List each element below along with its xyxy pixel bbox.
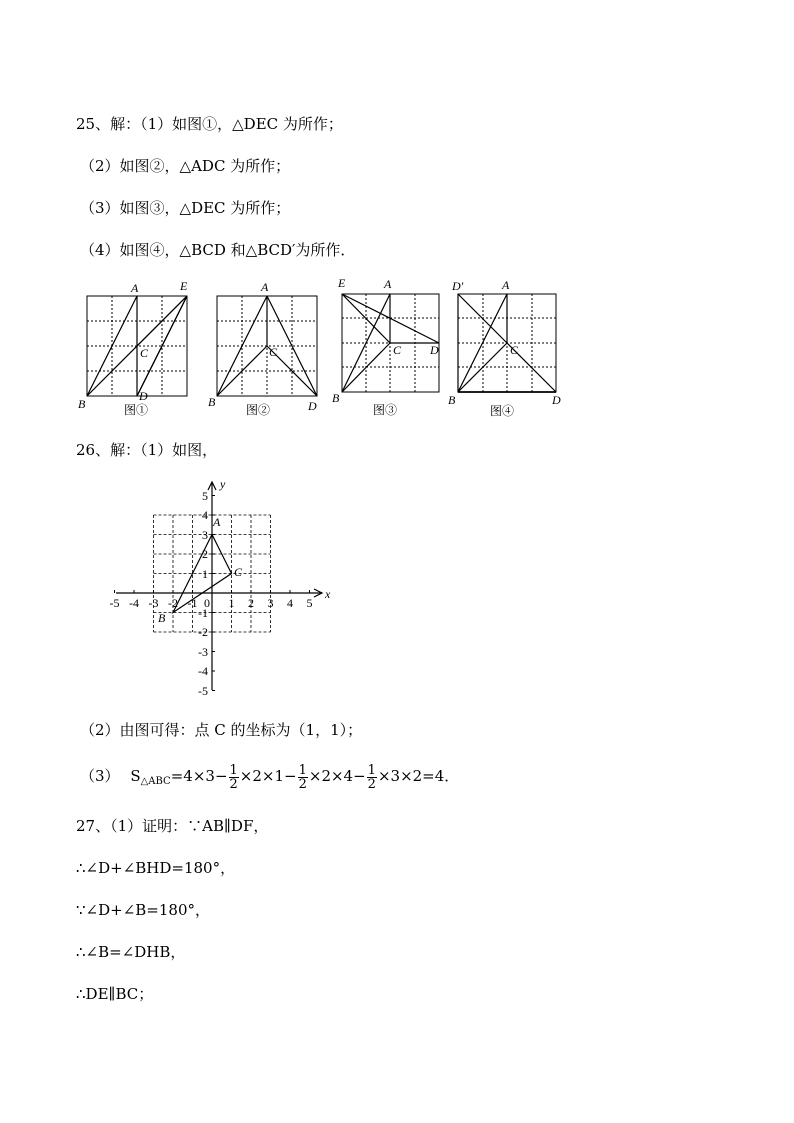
y-tick-label: -2 (198, 625, 208, 639)
x-tick-label: -5 (109, 596, 120, 610)
fraction-numerator: 1 (367, 762, 376, 778)
fraction-denominator: 2 (298, 776, 307, 792)
q27-line4: ∴∠B=∠DHB， (76, 943, 186, 961)
point-label-C: C (234, 565, 243, 579)
x-tick-label: -2 (168, 596, 178, 610)
fig2-label-D: D (308, 399, 317, 413)
x-tick-label: 4 (287, 596, 293, 610)
y-tick-label: -3 (198, 645, 208, 659)
figure-1 (76, 276, 196, 418)
x-tick-label: -1 (187, 596, 198, 610)
fig1-label-D: D (139, 389, 148, 403)
fig2-label-A: A (261, 280, 269, 294)
fig4-label-C: C (510, 343, 519, 357)
area-part1: =4×3− (170, 767, 228, 785)
fraction-denominator: 2 (229, 776, 238, 792)
q26-line2: （2）由图可得：点 C 的坐标为（1，1）； (80, 721, 363, 739)
q25-line2: （2）如图②，△ADC 为所作； (80, 157, 291, 175)
figure-3 (332, 274, 452, 416)
x-tick-label: 3 (267, 596, 274, 610)
fraction-half (229, 764, 239, 791)
x-axis-label: x (325, 587, 331, 601)
fraction-numerator: 1 (298, 762, 307, 778)
y-tick-label: -4 (198, 664, 208, 678)
q27-line1: 27、（1）证明：∵AB∥DF， (76, 817, 269, 835)
fig2-label-B: B (208, 395, 216, 409)
y-tick-label: 2 (202, 547, 208, 561)
y-tick-label: 4 (202, 508, 208, 522)
area-part3: ×2×4− (308, 767, 366, 785)
fig4-label-A: A (502, 278, 510, 292)
q25-line4: （4）如图④，△BCD 和△BCD′为所作． (80, 241, 356, 259)
x-tick-label: 0 (204, 596, 210, 610)
x-tick-label: 1 (228, 596, 235, 610)
q25-line1: 25、解：（1）如图①，△DEC 为所作； (76, 115, 343, 133)
q27-line5: ∴DE∥BC； (76, 985, 154, 1003)
y-tick-label: -1 (198, 606, 208, 620)
fraction-numerator: 1 (229, 762, 238, 778)
point-label-A: A (213, 515, 221, 529)
q26-line1: 26、解：（1）如图， (76, 441, 218, 459)
x-tick-label: 2 (248, 596, 254, 610)
figure-2 (206, 276, 326, 418)
fraction-half (367, 764, 377, 791)
fig1-label-E: E (180, 279, 188, 293)
fig3-label-A: A (384, 277, 392, 291)
y-tick-label: 3 (202, 528, 208, 542)
fig1-label-A: A (131, 281, 139, 295)
figure-4 (448, 276, 568, 418)
x-tick-label: -4 (129, 596, 139, 610)
y-axis-label: y (220, 477, 226, 491)
fig2-label-C: C (269, 345, 278, 359)
fig3-caption: 图③ (373, 403, 398, 416)
q27-line3: ∵∠D+∠B=180°， (76, 901, 210, 919)
q26-line3-prefix: （3） (80, 767, 120, 785)
x-tick-label: 5 (306, 596, 313, 610)
area-symbol: S (130, 767, 141, 785)
point-label-B: B (158, 611, 166, 625)
fig2-caption: 图② (246, 403, 271, 417)
fig1-caption: 图① (124, 403, 149, 417)
area-part2: ×2×1− (239, 767, 297, 785)
fig4-label-Dprime: D′ (452, 279, 464, 293)
fraction-half (298, 764, 308, 791)
q25-line3: （3）如图③，△DEC 为所作； (80, 199, 291, 217)
fig4-label-B: B (448, 393, 456, 407)
q26-line3 (80, 762, 459, 796)
fraction-denominator: 2 (367, 776, 376, 792)
fig4-caption: 图④ (490, 404, 515, 418)
fig3-label-C: C (393, 343, 402, 357)
fig1-label-C: C (140, 346, 149, 360)
fig3-label-B: B (332, 391, 340, 405)
area-part4: ×3×2=4． (377, 767, 460, 785)
y-tick-label: -5 (198, 684, 208, 696)
fig3-label-D: D (430, 343, 439, 357)
area-subscript: △ABC (140, 776, 171, 787)
y-tick-label: 5 (202, 489, 208, 503)
fig4-label-D: D (552, 393, 561, 407)
y-tick-label: 1 (202, 567, 208, 581)
fig3-label-E: E (338, 276, 346, 290)
fig1-label-B: B (78, 397, 86, 411)
q27-line2: ∴∠D+∠BHD=180°， (76, 859, 236, 877)
coordinate-figure (104, 476, 344, 696)
x-tick-label: -3 (148, 596, 159, 610)
